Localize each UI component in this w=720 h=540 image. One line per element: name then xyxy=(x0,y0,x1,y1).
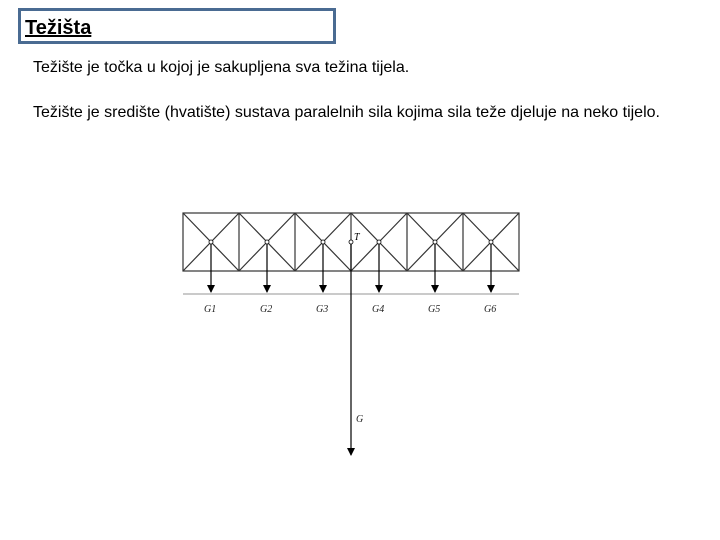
slide-title: Težišta xyxy=(25,17,92,39)
force-label-g5: G5 xyxy=(428,304,441,315)
force-label-g1: G1 xyxy=(204,304,217,315)
force-label-g4: G4 xyxy=(372,304,385,315)
force-vectors xyxy=(211,242,491,455)
definition-paragraph: Težište je točka u kojoj je sakupljena sva težina tijela. xyxy=(33,59,410,76)
force-label-g3: G3 xyxy=(316,304,329,315)
force-label-g6: G6 xyxy=(484,304,497,315)
resultant-label: G xyxy=(356,414,364,425)
application-points xyxy=(209,240,493,244)
force-label-g2: G2 xyxy=(260,304,273,315)
centroid-label: T xyxy=(354,232,360,243)
title-box xyxy=(18,8,336,44)
description-paragraph: Težište je središte (hvatište) sustava paralelnih sila kojima sila teže djeluje na neko tijelo. xyxy=(33,104,660,121)
truss-diagram xyxy=(170,200,530,470)
